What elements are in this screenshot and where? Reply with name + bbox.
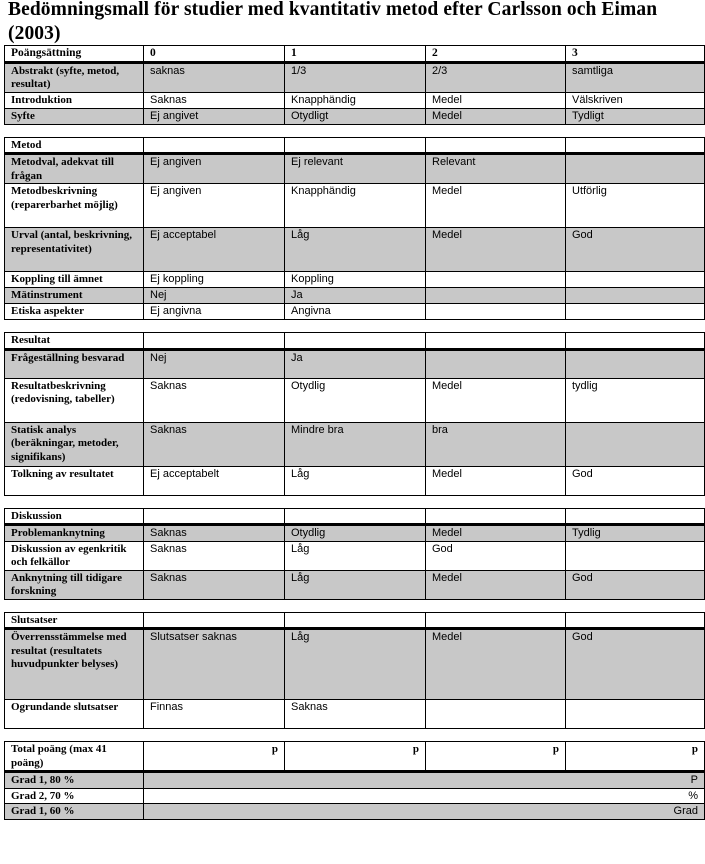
row-label: Abstrakt (syfte, metod, resultat) [5, 62, 144, 92]
cell-0: Ej angiven [144, 184, 285, 228]
cell-1: Angivna [285, 304, 426, 320]
grade-value: P [144, 772, 705, 789]
cell-3: Utförlig [566, 184, 705, 228]
cell-2 [426, 700, 566, 729]
cell-2: God [426, 541, 566, 570]
section-spacer [5, 599, 705, 612]
cell-0: Nej [144, 288, 285, 304]
grade-row [5, 788, 705, 804]
assessment-table [4, 45, 705, 820]
cell-0: Saknas [144, 541, 285, 570]
cell-2 [426, 349, 566, 378]
cell-0: Saknas [144, 92, 285, 108]
row-label: Frågeställning besvarad [5, 349, 144, 378]
cell-1: Saknas [285, 700, 426, 729]
section-title-diskussion: Diskussion [5, 508, 144, 525]
table-row [5, 272, 705, 288]
row-label: Diskussion av egenkritik och felkällor [5, 541, 144, 570]
total-label: Total poäng (max 41 poäng) [5, 742, 144, 772]
header-label: Poängsättning [5, 46, 144, 63]
table-row [5, 92, 705, 108]
table-row [5, 570, 705, 599]
section-header [5, 612, 705, 629]
cell-2 [426, 288, 566, 304]
row-label: Metodval, adekvat till frågan [5, 154, 144, 184]
total-p-2: p [426, 742, 566, 772]
row-label: Ogrundande slutsatser [5, 700, 144, 729]
cell-0: Ej acceptabel [144, 228, 285, 272]
grade-row [5, 772, 705, 789]
table-row [5, 184, 705, 228]
table-row [5, 288, 705, 304]
cell-3: God [566, 629, 705, 700]
table-row [5, 378, 705, 422]
cell-3: Tydligt [566, 108, 705, 124]
row-label: Mätinstrument [5, 288, 144, 304]
cell-3: God [566, 228, 705, 272]
cell-1: Låg [285, 466, 426, 495]
section-title-slutsatser: Slutsatser [5, 612, 144, 629]
cell-0: Ej angivna [144, 304, 285, 320]
section-header [5, 508, 705, 525]
cell-3 [566, 304, 705, 320]
row-label: Introduktion [5, 92, 144, 108]
grade-label: Grad 1, 80 % [5, 772, 144, 789]
cell-2: Medel [426, 629, 566, 700]
cell-1: Otydlig [285, 525, 426, 542]
table-row [5, 62, 705, 92]
section-title-metod: Metod [5, 137, 144, 154]
cell-2: Medel [426, 92, 566, 108]
row-label: Etiska aspekter [5, 304, 144, 320]
cell-3: Tydlig [566, 525, 705, 542]
section-spacer [5, 729, 705, 742]
cell-3 [566, 700, 705, 729]
cell-3 [566, 349, 705, 378]
cell-1: Ej relevant [285, 154, 426, 184]
table-row [5, 304, 705, 320]
table-row [5, 629, 705, 700]
table-row [5, 108, 705, 124]
table-row [5, 154, 705, 184]
row-label: Överrensstämmelse med resultat (resultatets huvudpunkter belyses) [5, 629, 144, 700]
cell-2: Medel [426, 228, 566, 272]
grade-value: % [144, 788, 705, 804]
cell-2: Medel [426, 378, 566, 422]
cell-1: Låg [285, 541, 426, 570]
cell-0: Ej koppling [144, 272, 285, 288]
section-title-resultat: Resultat [5, 333, 144, 350]
header-col-2: 2 [426, 46, 566, 63]
header-col-3: 3 [566, 46, 705, 63]
cell-0: Finnas [144, 700, 285, 729]
cell-3: God [566, 466, 705, 495]
table-row [5, 466, 705, 495]
table-row [5, 700, 705, 729]
cell-3 [566, 272, 705, 288]
cell-1: Mindre bra [285, 422, 426, 466]
table-row [5, 228, 705, 272]
cell-2: bra [426, 422, 566, 466]
cell-3: samtliga [566, 62, 705, 92]
cell-0: Ej angiven [144, 154, 285, 184]
cell-3: tydlig [566, 378, 705, 422]
cell-3 [566, 541, 705, 570]
cell-1: Ja [285, 288, 426, 304]
cell-2 [426, 272, 566, 288]
cell-2 [426, 304, 566, 320]
header-row [5, 46, 705, 63]
row-label: Tolkning av resultatet [5, 466, 144, 495]
cell-0: Slutsatser saknas [144, 629, 285, 700]
section-header [5, 137, 705, 154]
cell-3: Välskriven [566, 92, 705, 108]
table-row [5, 349, 705, 378]
row-label: Metodbeskrivning (reparerbarhet möjlig) [5, 184, 144, 228]
cell-3 [566, 422, 705, 466]
cell-3 [566, 154, 705, 184]
cell-2: Medel [426, 108, 566, 124]
cell-0: Saknas [144, 378, 285, 422]
row-label: Statisk analys (beräkningar, metoder, signifikans) [5, 422, 144, 466]
page-title: Bedömningsmall för studier med kvantitativ metod efter Carlsson och Eiman (2003) [8, 0, 658, 44]
cell-0: Ej acceptabelt [144, 466, 285, 495]
cell-0: saknas [144, 62, 285, 92]
section-header [5, 333, 705, 350]
cell-3 [566, 288, 705, 304]
cell-1: Otydligt [285, 108, 426, 124]
row-label: Problemanknytning [5, 525, 144, 542]
header-col-0: 0 [144, 46, 285, 63]
cell-2: Relevant [426, 154, 566, 184]
table-row [5, 422, 705, 466]
cell-0: Nej [144, 349, 285, 378]
cell-1: Knapphändig [285, 92, 426, 108]
cell-0: Saknas [144, 525, 285, 542]
cell-2: 2/3 [426, 62, 566, 92]
table-row [5, 541, 705, 570]
cell-2: Medel [426, 466, 566, 495]
cell-1: Låg [285, 629, 426, 700]
cell-0: Ej angivet [144, 108, 285, 124]
cell-1: Koppling [285, 272, 426, 288]
row-label: Resultatbeskrivning (redovisning, tabeller) [5, 378, 144, 422]
section-spacer [5, 124, 705, 137]
section-spacer [5, 320, 705, 333]
grade-row [5, 804, 705, 820]
cell-2: Medel [426, 184, 566, 228]
cell-1: Låg [285, 570, 426, 599]
section-spacer [5, 495, 705, 508]
cell-0: Saknas [144, 570, 285, 599]
cell-1: Otydlig [285, 378, 426, 422]
total-p-0: p [144, 742, 285, 772]
cell-1: 1/3 [285, 62, 426, 92]
cell-3: God [566, 570, 705, 599]
cell-2: Medel [426, 570, 566, 599]
cell-1: Ja [285, 349, 426, 378]
total-p-1: p [285, 742, 426, 772]
cell-1: Låg [285, 228, 426, 272]
row-label: Urval (antal, beskrivning, representativitet) [5, 228, 144, 272]
total-row [5, 742, 705, 772]
grade-label: Grad 2, 70 % [5, 788, 144, 804]
cell-1: Knapphändig [285, 184, 426, 228]
total-p-3: p [566, 742, 705, 772]
grade-label: Grad 1, 60 % [5, 804, 144, 820]
row-label: Syfte [5, 108, 144, 124]
table-row [5, 525, 705, 542]
row-label: Koppling till ämnet [5, 272, 144, 288]
grade-value: Grad [144, 804, 705, 820]
header-col-1: 1 [285, 46, 426, 63]
row-label: Anknytning till tidigare forskning [5, 570, 144, 599]
cell-2: Medel [426, 525, 566, 542]
cell-0: Saknas [144, 422, 285, 466]
